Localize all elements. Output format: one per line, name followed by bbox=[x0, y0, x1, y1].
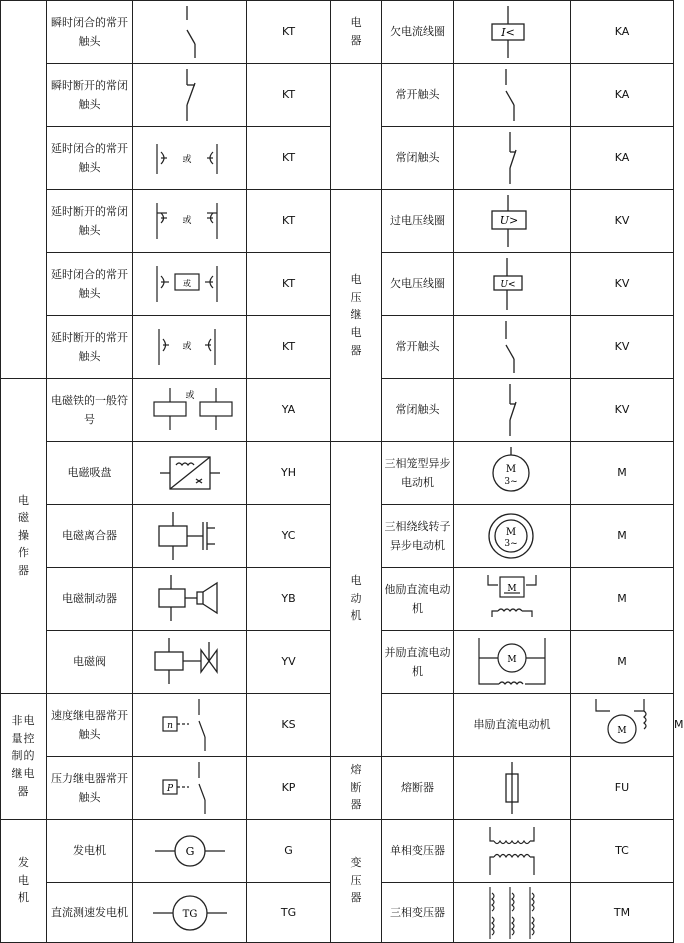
left-category-timer-empty bbox=[1, 1, 47, 379]
svg-text:或: 或 bbox=[181, 216, 192, 226]
table-row bbox=[1, 64, 674, 127]
item-name: 瞬时断开的常闭触头 bbox=[47, 64, 133, 127]
motor-icon bbox=[454, 442, 571, 505]
table-row bbox=[1, 757, 674, 820]
item-name: 直流测速发电机 bbox=[47, 883, 133, 943]
clutch-icon bbox=[133, 505, 247, 568]
item-name: 电磁铁的一般符号 bbox=[47, 379, 133, 442]
coil-icon bbox=[133, 379, 247, 442]
timed-contact-icon bbox=[133, 127, 247, 190]
svg-text:TG: TG bbox=[182, 908, 197, 920]
item-code: KV bbox=[571, 190, 674, 253]
svg-text:M: M bbox=[507, 584, 517, 594]
generator-icon bbox=[133, 820, 247, 883]
item-code: KA bbox=[571, 127, 674, 190]
svg-text:或: 或 bbox=[181, 342, 192, 352]
table-row: 非电量控制的继电器 速度继电器常开触头 n KS 串励直流电动机 M M bbox=[1, 694, 674, 757]
svg-text:或: 或 bbox=[181, 155, 192, 165]
item-name: 并励直流电动机 bbox=[382, 631, 454, 694]
left-category-non-electric-relay: 非电量控制的继电器 bbox=[1, 694, 47, 820]
item-name: 单相变压器 bbox=[382, 820, 454, 883]
item-name: 常闭触头 bbox=[382, 379, 454, 442]
item-code: KT bbox=[247, 190, 331, 253]
svg-text:M: M bbox=[505, 527, 517, 538]
svg-text:M: M bbox=[507, 655, 517, 665]
svg-text:3~: 3~ bbox=[504, 539, 518, 549]
item-name: 三相绕线转子异步电动机 bbox=[382, 505, 454, 568]
item-code: YA bbox=[247, 379, 331, 442]
item-code: KT bbox=[247, 127, 331, 190]
item-name: 延时闭合的常开触头 bbox=[47, 253, 133, 316]
contact-nc-icon bbox=[454, 379, 571, 442]
svg-text:P: P bbox=[166, 784, 173, 794]
item-code: KS bbox=[247, 694, 331, 757]
item-code: G bbox=[247, 820, 331, 883]
item-name: 延时断开的常闭触头 bbox=[47, 190, 133, 253]
item-code: TC bbox=[571, 820, 674, 883]
right-category-empty bbox=[331, 64, 382, 190]
item-code: KT bbox=[247, 253, 331, 316]
right-category-fuse: 熔断器 bbox=[331, 757, 382, 820]
contact-nc-icon bbox=[133, 64, 247, 127]
item-name: 发电机 bbox=[47, 820, 133, 883]
item-code: KV bbox=[571, 316, 674, 379]
item-name: 三相变压器 bbox=[382, 883, 454, 943]
svg-text:M: M bbox=[505, 464, 517, 475]
item-code: YH bbox=[247, 442, 331, 505]
item-code: KV bbox=[571, 253, 674, 316]
item-code: KT bbox=[247, 316, 331, 379]
item-code: FU bbox=[571, 757, 674, 820]
left-category-generator: 发电机 bbox=[1, 820, 47, 943]
speed-relay-icon bbox=[133, 694, 247, 757]
item-name: 电磁吸盘 bbox=[47, 442, 133, 505]
item-name: 常闭触头 bbox=[382, 127, 454, 190]
right-category-transformer: 变压器 bbox=[331, 820, 382, 943]
item-name: 电磁制动器 bbox=[47, 568, 133, 631]
item-code: M bbox=[571, 442, 674, 505]
svg-text:或: 或 bbox=[182, 279, 191, 288]
item-name: 欠电压线圈 bbox=[382, 253, 454, 316]
item-code: M bbox=[571, 631, 674, 694]
table-row bbox=[1, 190, 674, 253]
table-row bbox=[1, 1, 674, 64]
table-row bbox=[1, 442, 674, 505]
pressure-relay-icon bbox=[133, 757, 247, 820]
valve-icon bbox=[133, 631, 247, 694]
table-row bbox=[1, 820, 674, 883]
item-name: 瞬时闭合的常开触头 bbox=[47, 1, 133, 64]
fuse-icon bbox=[454, 757, 571, 820]
item-code: M bbox=[571, 505, 674, 568]
contact-no-icon bbox=[454, 64, 571, 127]
item-name: 三相笼型异步电动机 bbox=[382, 442, 454, 505]
item-name: 延时闭合的常开触头 bbox=[47, 127, 133, 190]
svg-text:U<: U< bbox=[500, 280, 516, 290]
item-name: 延时断开的常开触头 bbox=[47, 316, 133, 379]
item-code: KP bbox=[247, 757, 331, 820]
item-name: 速度继电器常开触头 bbox=[47, 694, 133, 757]
item-code: YV bbox=[247, 631, 331, 694]
svg-text:3~: 3~ bbox=[504, 477, 518, 487]
tacho-generator-icon bbox=[133, 883, 247, 943]
dc-motor-icon bbox=[571, 694, 674, 757]
item-code: M bbox=[571, 568, 674, 631]
item-name: 电磁阀 bbox=[47, 631, 133, 694]
item-name: 串励直流电动机 bbox=[454, 694, 571, 757]
item-code: KT bbox=[247, 64, 331, 127]
left-category-em-operator: 电磁操作器 bbox=[1, 379, 47, 694]
item-name: 他励直流电动机 bbox=[382, 568, 454, 631]
item-code: TM bbox=[571, 883, 674, 943]
dc-motor-icon bbox=[454, 568, 571, 631]
item-name: 常开触头 bbox=[382, 64, 454, 127]
item-name: 压力继电器常开触头 bbox=[47, 757, 133, 820]
timed-contact-icon bbox=[133, 190, 247, 253]
item-code: KA bbox=[571, 64, 674, 127]
item-code: KT bbox=[247, 1, 331, 64]
svg-text:或: 或 bbox=[184, 391, 195, 401]
svg-text:M: M bbox=[617, 726, 627, 736]
right-category-current-relay: 电器 bbox=[331, 1, 382, 64]
item-code: KV bbox=[571, 379, 674, 442]
coil-icon bbox=[454, 1, 571, 64]
item-name: 过电压线圈 bbox=[382, 190, 454, 253]
right-category-motor: 电动机 bbox=[331, 442, 382, 757]
svg-text:n: n bbox=[166, 721, 173, 731]
dc-motor-icon bbox=[454, 631, 571, 694]
svg-text:I<: I< bbox=[501, 26, 515, 39]
item-code: TG bbox=[247, 883, 331, 943]
svg-text:U>: U> bbox=[499, 214, 519, 227]
coil-icon bbox=[454, 190, 571, 253]
item-code: KA bbox=[571, 1, 674, 64]
svg-text:G: G bbox=[185, 845, 194, 858]
transformer-icon bbox=[454, 883, 571, 943]
right-category-voltage-relay: 电压继电器 bbox=[331, 190, 382, 442]
item-name: 电磁离合器 bbox=[47, 505, 133, 568]
coil-icon bbox=[454, 253, 571, 316]
transformer-icon bbox=[454, 820, 571, 883]
timed-contact-icon bbox=[133, 316, 247, 379]
timed-contact-icon bbox=[133, 253, 247, 316]
magnet-chuck-icon bbox=[133, 442, 247, 505]
item-name: 欠电流线圈 bbox=[382, 1, 454, 64]
item-name: 熔断器 bbox=[382, 757, 454, 820]
item-name: 常开触头 bbox=[382, 316, 454, 379]
contact-no-icon bbox=[454, 316, 571, 379]
item-code: YC bbox=[247, 505, 331, 568]
right-category-empty bbox=[382, 694, 454, 757]
contact-no-icon bbox=[133, 1, 247, 64]
brake-icon bbox=[133, 568, 247, 631]
item-code: YB bbox=[247, 568, 331, 631]
motor-icon bbox=[454, 505, 571, 568]
contact-nc-icon bbox=[454, 127, 571, 190]
